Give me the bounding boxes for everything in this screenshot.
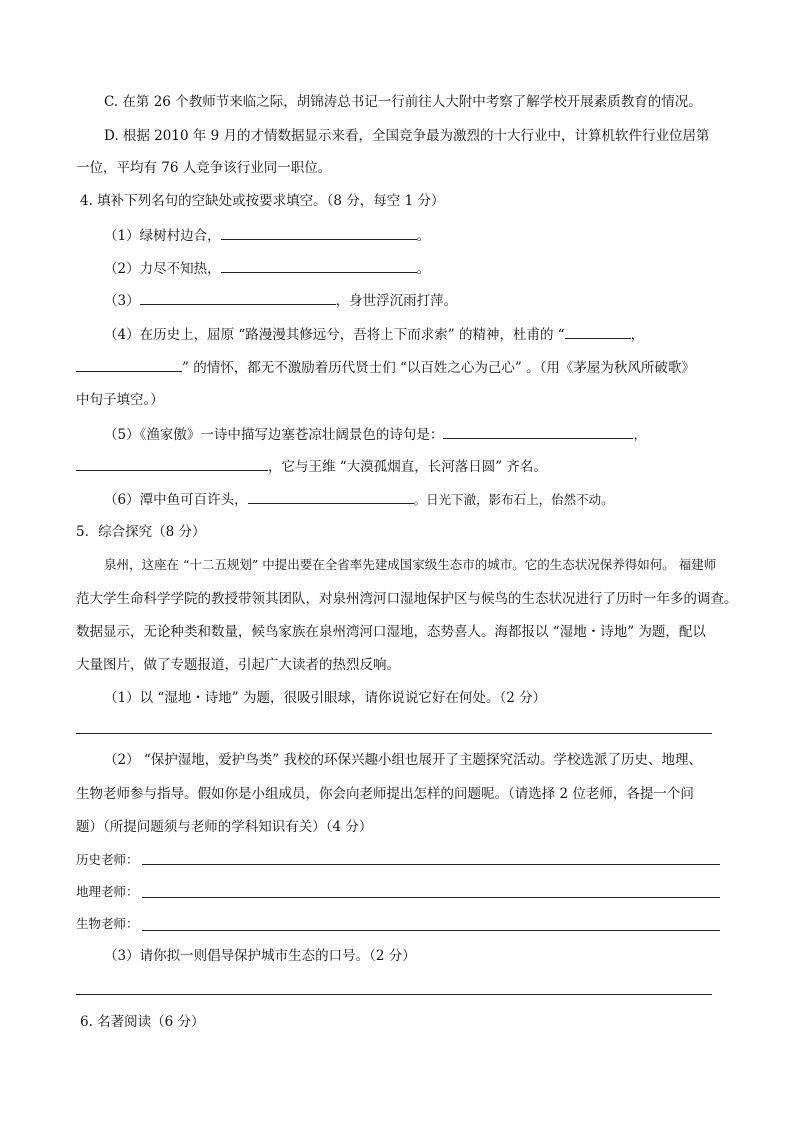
q5-passage-line4: 大量图片，做了专题报道，引起广大读者的热烈反响。: [76, 657, 400, 673]
q5-sub2-line3: 题）（所提问题须与老师的学科知识有关）（4 分）: [76, 819, 373, 835]
q5-answer-line-3[interactable]: [76, 994, 712, 995]
option-d-line1: D. 根据 2010 年 9 月的才情数据显示来看，全国竞争最为激烈的十大行业中，计算机软件行业位居第: [104, 128, 710, 144]
q4-item-4-line2: [76, 357, 695, 378]
q4-item-5-line2: [76, 456, 547, 477]
geography-answer-line[interactable]: [142, 897, 720, 898]
q4-item-6-end: 。日光下澈，影布石上，佁然不动。: [413, 492, 614, 507]
q4-item-4-line1: [104, 324, 644, 345]
q5-sub2-line1: （2） “保护湿地，爱护鸟类” 我校的环保兴趣小组也展开了主题探究活动。学校选派了历史、地理、: [104, 752, 702, 768]
option-c: C. 在第 26 个教师节来临之际，胡锦涛总书记一行前往人大附中考察了解学校开展素质教育的情况。: [104, 94, 702, 110]
history-teacher-label: 历史老师：: [76, 852, 139, 867]
q4-blank-4b[interactable]: [76, 357, 182, 372]
geography-teacher-label: 地理老师：: [76, 884, 139, 899]
q4-item-5-text2: ，它与王维 “大漠孤烟直，长河落日圆” 齐名。: [268, 459, 547, 475]
biology-teacher-label: 生物老师：: [76, 916, 139, 931]
biology-answer-line[interactable]: [142, 930, 720, 931]
q4-item-2-end: 。: [416, 261, 431, 277]
q4-item-4-comma: ，: [630, 327, 645, 343]
q4-item-2-text: （2）力尽不知热，: [104, 261, 221, 277]
q4-item-4-text2: ” 的情怀，都无不激励着历代贤士们 “以百姓之心为己心” 。（用《茅屋为秋风所破歌》: [182, 360, 695, 376]
q4-item-1: [104, 225, 430, 246]
q4-item-3-num: （3）: [104, 293, 140, 309]
q5-passage-line2: 范大学生命科学学院的教授带领其团队，对泉州湾河口湿地保护区与候鸟的生态状况进行了历时一年多的调查。: [76, 591, 738, 607]
q5-sub2-line2: 生物老师参与指导。假如你是小组成员，你会向老师提出怎样的问题呢。（请选择 2 位老师，各提一个问: [76, 786, 694, 802]
q4-item-2: [104, 258, 430, 279]
q4-item-5-text: （5）《渔家傲》一诗中描写边塞苍凉壮阔景色的诗句是：: [104, 427, 444, 443]
q4-item-4-text: （4）在历史上，屈原 “路漫漫其修远兮，吾将上下而求索” 的精神，杜甫的 “: [104, 327, 565, 343]
q4-blank-4a[interactable]: [565, 324, 631, 339]
q4-blank-5b[interactable]: [76, 456, 268, 471]
q6-title: 6. 名著阅读（6 分）: [80, 1014, 205, 1030]
q4-item-1-text: （1）绿树村边合，: [104, 228, 221, 244]
q4-item-3-text: ，身世浮沉雨打萍。: [335, 293, 458, 309]
q4-item-4-line3: 中句子填空。）: [76, 392, 164, 408]
q4-blank-3[interactable]: [140, 290, 336, 305]
q4-item-5-comma: ，: [633, 427, 647, 443]
q4-item-5-line1: [104, 424, 647, 445]
q5-passage-line1: 泉州，这座在 “十二五规划” 中提出要在全省率先建成国家级生态市的城市。它的生态状况保养得如何。 福建师: [104, 557, 717, 572]
q5-sub3: （3）请你拟一则倡导保护城市生态的口号。（2 分）: [104, 948, 416, 964]
q4-blank-6[interactable]: [248, 489, 414, 504]
q4-item-3: [104, 290, 457, 311]
history-answer-line[interactable]: [142, 864, 720, 865]
q4-item-1-end: 。: [416, 228, 431, 244]
q5-passage-line3: 数据显示，无论种类和数量，候鸟家族在泉州湾河口湿地，态势喜人。海都报以 “湿地・诗地” 为题，配以: [76, 624, 706, 640]
q4-item-6-text: （6）潭中鱼可百许头，: [104, 492, 248, 508]
q5-answer-line-1[interactable]: [76, 733, 712, 734]
q5-title: 5．综合探究（8 分）: [76, 524, 206, 540]
q4-blank-2[interactable]: [221, 258, 417, 273]
option-d-line2: 一位，平均有 76 人竞争该行业同一职位。: [76, 160, 332, 176]
q4-blank-1[interactable]: [221, 225, 417, 240]
q4-blank-5a[interactable]: [443, 424, 633, 439]
q4-title: 4. 填补下列名句的空缺处或按要求填空。（8 分，每空 1 分）: [80, 193, 445, 209]
q4-item-6: [104, 489, 614, 510]
q5-sub1: （1）以 “湿地・诗地” 为题，很吸引眼球，请你说说它好在何处。（2 分）: [104, 690, 547, 706]
